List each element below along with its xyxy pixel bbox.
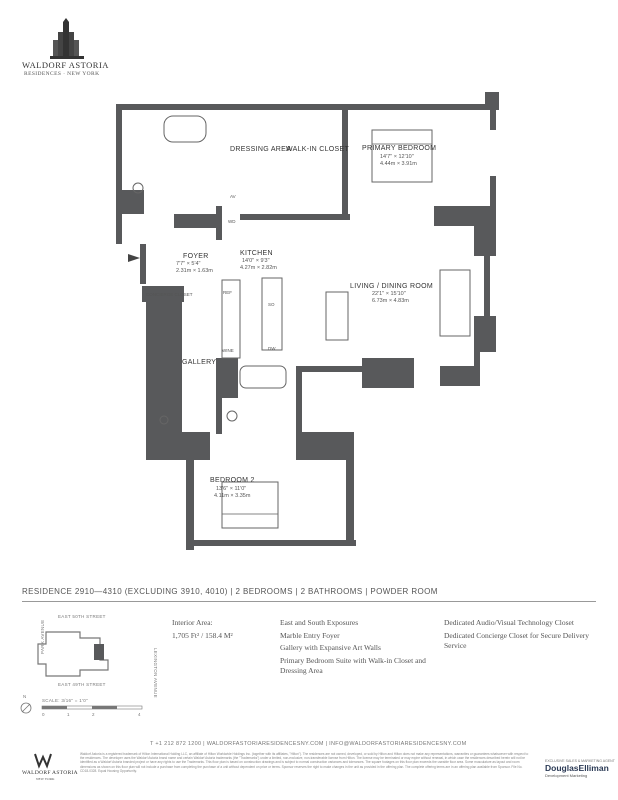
wall [342,104,348,220]
feature-item: Dedicated Audio/Visual Technology Closet [444,618,574,627]
foyer-metric: 2.31m × 1.63m [176,268,213,274]
concierge-closet-label: CONCIERGE CLOSET [146,292,193,297]
foyer-label: FOYER [183,253,209,260]
primary-bedroom-metric: 4.44m × 3.91m [380,161,417,167]
primary-bedroom-imperial: 14'7" × 12'10" [380,154,414,160]
douglas-elliman-name: DouglasElliman [545,763,609,773]
interior-area-value: 1,705 Ft² / 158.4 M² [172,630,233,640]
kitchen-island [262,278,282,350]
walk-in-closet-label: WALK-IN CLOSET [286,146,350,153]
wall [116,104,122,244]
contact-line: T +1 212 872 1200 | WALDORFASTORIARESIDENCESNY.COM | INFO@WALDORFASTORIARESIDENCESNY.COM [150,741,467,747]
north-indicator: N [23,694,27,699]
feature-item: Dedicated Concierge Closet for Secure Delivery Service [444,630,590,650]
wall [240,214,350,220]
wall [296,372,302,432]
wall [216,358,238,398]
legal-disclaimer: Waldorf Astoria is a registered trademark of Hilton International Holding LLC, an affiliate of Hilton Worldwide Holdings Inc. (together with its affiliates, "Hilton"). The residences are not owned, developed, or sold by Hilton and Hilton does not make any representations, warranties or guarantees whatsoever with respect to the residences. The developer uses the Waldorf Astoria brand name and certain Waldorf Astoria trademarks (the "Trademarks") under a limited, non-exclusive, non-transferable license from Hilton. The license may be terminated or may expire without renewal, in which case the residences described herein will not be identified as a Waldorf Astoria branded project or have any rights to use the Trademarks. This floor plan is based on construction drawings and is subject to normal construction variances and tolerances. The square footages on this floor plan exceeds the useable floor area. Some musculature as layout and room dimensions as shown on this floor plan will not include a purchase from completing the purchase of a unit without dependent on price or terms. Sponsor reserves the right to make changes in the unit as provided in the offering plan. The complete offering terms are in an offering plan available from Sponsor. File No. CD18-0328. Equal Housing Opportunity. [80,752,529,773]
brand-name: WALDORF ASTORIA [22,60,109,70]
features-list-middle [280,618,430,679]
dining-table [326,292,348,340]
interior-area-block [172,618,272,643]
wall [296,366,362,372]
scale-tick-2: 2 [92,712,95,717]
feature-item: Primary Bedroom Suite with Walk-in Closet and Dressing Area [280,655,426,675]
sofa [440,270,470,336]
primary-bedroom-label: PRIMARY BEDROOM [362,145,437,152]
footer-brand-name: WALDORF ASTORIA [22,770,78,776]
bedroom2-metric: 4.11m × 3.35m [214,493,251,499]
wall [216,206,222,240]
east-avenue-label: LEXINGTON AVENUE [153,648,158,698]
av-closet-label: AV [230,194,236,199]
residence-heading: RESIDENCE 2910—4310 (EXCLUDING 3910, 4010) | 2 BEDROOMS | 2 BATHROOMS | POWDER ROOM [22,587,438,596]
wall [474,216,496,256]
wall [362,358,414,388]
wall [116,104,496,110]
wall [474,316,496,352]
south-street-label: EAST 49TH STREET [58,682,106,687]
entry-arrow-icon [128,254,140,262]
bathtub-2 [240,366,286,388]
wall [186,540,356,546]
foyer-imperial: 7'7" × 5'4" [176,261,201,267]
residence-highlight [94,644,104,660]
kitchen-metric: 4.27m × 2.82m [240,265,277,271]
features-list-right [444,618,598,654]
so-label: SO [268,302,275,307]
toilet-2 [227,411,237,421]
wall [146,302,182,432]
wall [186,460,194,550]
bathtub [164,116,206,142]
wall [440,366,480,386]
bedroom2-imperial: 13'6" × 11'0" [216,486,247,492]
feature-item: Marble Entry Foyer [280,630,340,640]
scale-tick-3: 4 [138,712,141,717]
scale-tick-0: 0 [42,712,45,717]
agent-label: EXCLUSIVE SALES & MARKETING AGENT [545,759,615,763]
wall [296,432,354,460]
feature-item: Gallery with Expansive Art Walls [280,643,381,652]
douglas-elliman-sub: Development Marketing [545,773,588,778]
wall [140,244,146,284]
ref-label: REF [223,290,232,295]
wall [146,432,210,460]
dressing-area-label: DRESSING AREA [230,146,292,153]
divider [22,601,596,602]
building-key-map [20,610,158,722]
gallery-label: GALLERY [182,359,217,366]
scale-label: SCALE: 3/16" = 1'0" [42,698,88,703]
interior-area-label: Interior Area: [172,618,213,627]
dw-label: DW [268,346,276,351]
wall [174,214,216,228]
kitchen-label: KITCHEN [240,250,273,257]
wall [346,460,354,546]
living-dining-metric: 6.73m × 4.83m [372,298,409,304]
kitchen-imperial: 14'0" × 9'3" [242,258,270,264]
wall [216,398,222,434]
wall [485,92,499,110]
wall [116,190,144,214]
bedroom2-label: BEDROOM 2 [210,477,255,484]
waldorf-w-logo-icon [34,752,52,768]
scale-tick-1: 1 [67,712,70,717]
wine-label: WINE [222,348,234,353]
living-dining-imperial: 22'1" × 15'10" [372,291,406,297]
living-dining-label: LIVING / DINING ROOM [350,283,434,290]
douglas-elliman-logo [545,759,615,778]
brand-subtitle: RESIDENCES · NEW YORK [24,71,100,77]
north-street-label: EAST 50TH STREET [58,614,106,619]
wall [484,256,490,316]
wd-label: WD [228,219,236,224]
footer-brand-subtitle: NEW YORK [36,777,55,781]
feature-item: East and South Exposures [280,618,359,627]
west-avenue-label: PARK AVENUE [40,619,45,654]
